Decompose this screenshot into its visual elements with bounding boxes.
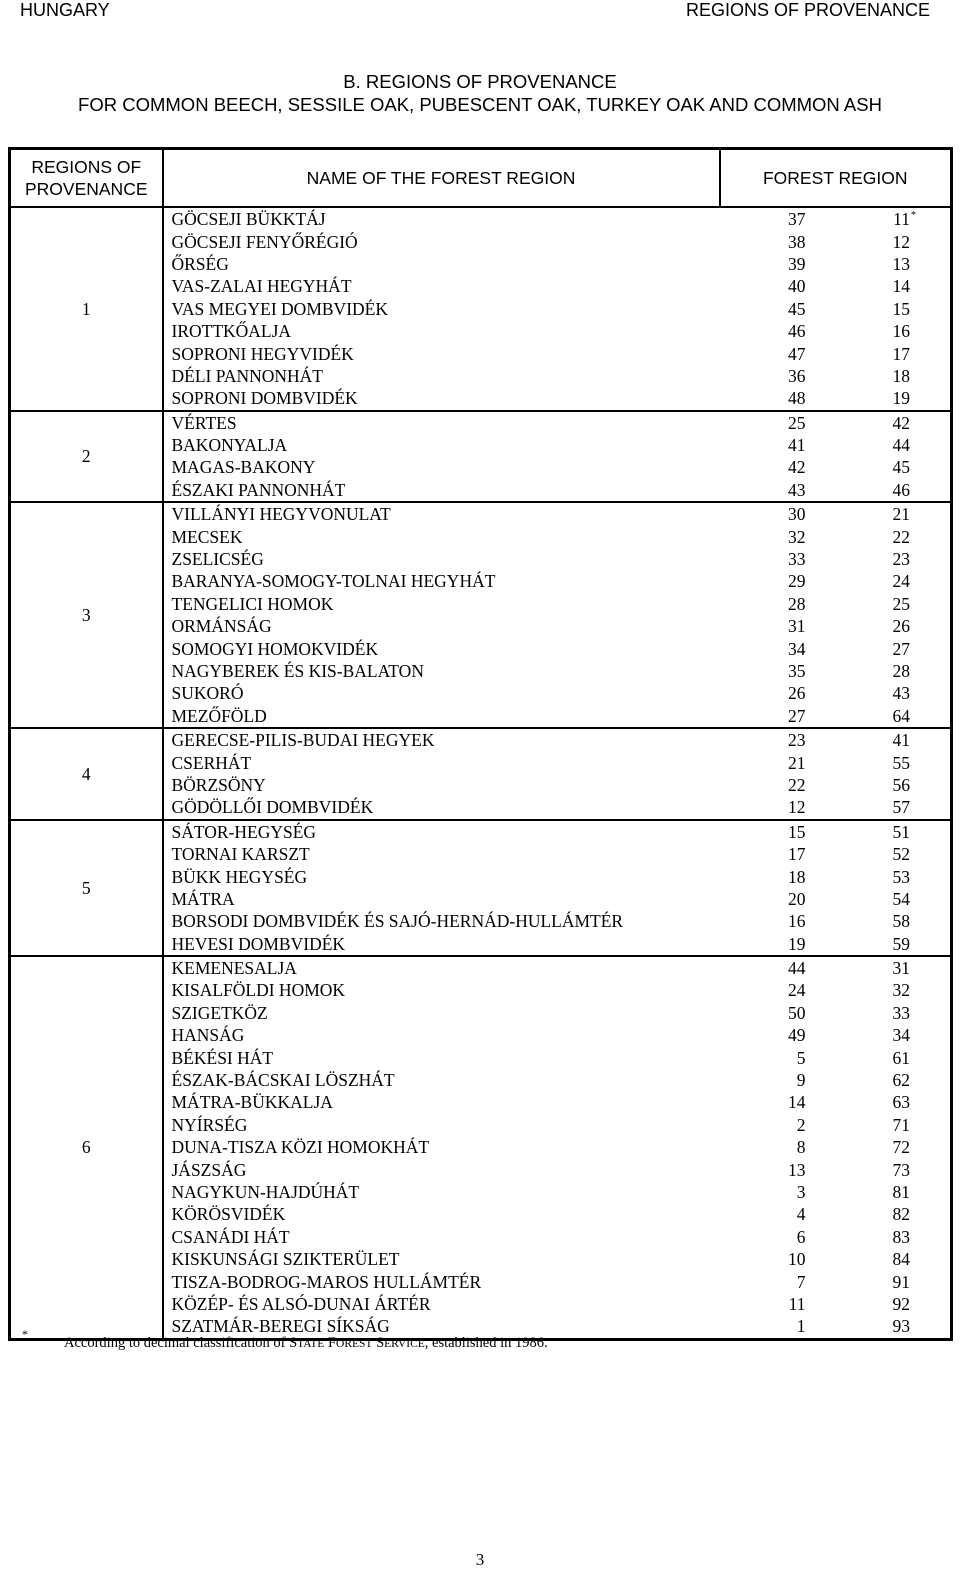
forest-region-name: VAS-ZALAI HEGYHÁT bbox=[171, 276, 352, 297]
classification-number: 8 bbox=[796, 1137, 806, 1158]
forest-region-value: 41 bbox=[892, 730, 910, 751]
classification-number: 6 bbox=[796, 1226, 806, 1247]
forest-region-value: 42 bbox=[892, 412, 910, 433]
forest-region-number bbox=[830, 979, 952, 1001]
forest-region-number bbox=[830, 253, 952, 275]
classification-number: 27 bbox=[788, 705, 806, 726]
classification-number: 14 bbox=[788, 1092, 806, 1113]
classification-number: 32 bbox=[788, 526, 806, 547]
region-number: 2 bbox=[10, 411, 163, 503]
classification-number: 50 bbox=[788, 1002, 806, 1023]
forest-region-value: 24 bbox=[892, 571, 910, 592]
forest-region-name: DUNA-TISZA KÖZI HOMOKHÁT bbox=[171, 1137, 430, 1158]
footnote-text bbox=[64, 1335, 548, 1352]
forest-region-number bbox=[830, 502, 952, 525]
header-country: HUNGARY bbox=[20, 0, 110, 20]
classification-number: 46 bbox=[788, 321, 806, 342]
forest-region-value: 16 bbox=[892, 321, 910, 342]
forest-region-name: GERECSE-PILIS-BUDAI HEGYEK bbox=[163, 728, 720, 751]
forest-region-number bbox=[830, 1091, 952, 1113]
footnote-part: OREST bbox=[336, 1338, 373, 1350]
classification-number: 31 bbox=[788, 616, 806, 637]
footnote-part: , established in 1986. bbox=[424, 1335, 548, 1351]
forest-region-number bbox=[830, 411, 952, 434]
forest-region-number bbox=[830, 365, 952, 387]
forest-region-value: 32 bbox=[892, 980, 910, 1001]
classification-number: 11 bbox=[788, 1293, 806, 1314]
forest-region-number bbox=[830, 728, 952, 751]
forest-region-number bbox=[830, 456, 952, 478]
forest-region-value: 72 bbox=[892, 1137, 910, 1158]
footnote-mark: * bbox=[22, 1327, 28, 1341]
forest-region-number bbox=[830, 910, 952, 932]
classification-number: 12 bbox=[788, 797, 806, 818]
classification-number: 48 bbox=[788, 388, 806, 409]
forest-region-number bbox=[830, 1293, 952, 1315]
forest-region-number bbox=[830, 1248, 952, 1270]
forest-region-value: 25 bbox=[892, 593, 910, 614]
forest-region-name: KISKUNSÁGI SZIKTERÜLET bbox=[171, 1249, 400, 1270]
forest-region-name: GÖCSEJI BÜKKTÁJ bbox=[163, 207, 720, 230]
forest-region-name: NAGYBEREK ÉS KIS-BALATON bbox=[171, 661, 424, 681]
forest-region-name: SOPRONI HEGYVIDÉK bbox=[171, 343, 354, 364]
forest-region-name: ZSELICSÉG bbox=[171, 549, 264, 570]
forest-region-name: MÁTRA bbox=[171, 888, 235, 909]
forest-region-value: 81 bbox=[892, 1181, 910, 1202]
forest-region-value: 19 bbox=[892, 388, 910, 409]
forest-region-number bbox=[830, 320, 952, 342]
forest-region-number bbox=[830, 774, 952, 796]
forest-region-number bbox=[830, 342, 952, 364]
forest-region-name: BARANYA-SOMOGY-TOLNAI HEGYHÁT bbox=[171, 571, 496, 592]
region-number: 3 bbox=[10, 502, 163, 728]
classification-number: 23 bbox=[720, 728, 830, 751]
header-regions-line2: PROVENANCE bbox=[24, 179, 148, 199]
classification-number: 25 bbox=[720, 411, 830, 434]
forest-region-value: 26 bbox=[892, 616, 910, 637]
forest-region-name: TISZA-BODROG-MAROS HULLÁMTÉR bbox=[171, 1271, 482, 1292]
forest-region-value: 11 bbox=[893, 209, 910, 230]
forest-region-value: 21 bbox=[892, 504, 910, 525]
classification-number: 10 bbox=[788, 1249, 806, 1270]
forest-region-number bbox=[830, 207, 952, 230]
forest-region-value: 14 bbox=[892, 276, 910, 297]
forest-region-name: VÉRTES bbox=[163, 411, 720, 434]
classification-number: 17 bbox=[788, 844, 806, 865]
forest-region-name: GÖCSEJI FENYŐRÉGIÓ bbox=[171, 231, 358, 252]
classification-number: 42 bbox=[788, 457, 806, 478]
forest-region-number bbox=[830, 637, 952, 659]
forest-region-value: 57 bbox=[892, 797, 910, 818]
forest-region-name: BÉKÉSI HÁT bbox=[171, 1047, 274, 1068]
forest-region-value: 63 bbox=[892, 1092, 910, 1113]
table-row bbox=[10, 728, 952, 751]
forest-region-value: 15 bbox=[892, 298, 910, 319]
forest-region-name: KISALFÖLDI HOMOK bbox=[171, 980, 346, 1001]
forest-region-number bbox=[830, 1002, 952, 1024]
forest-region-number bbox=[830, 548, 952, 570]
forest-region-number bbox=[830, 275, 952, 297]
forest-region-value: 52 bbox=[892, 844, 910, 865]
forest-region-name: HANSÁG bbox=[171, 1025, 245, 1046]
forest-region-value: 61 bbox=[892, 1047, 910, 1068]
forest-region-name: BAKONYALJA bbox=[171, 435, 288, 456]
footnote-part: TATE bbox=[297, 1338, 325, 1350]
classification-number: 2 bbox=[796, 1114, 806, 1135]
forest-region-number bbox=[830, 888, 952, 910]
forest-region-name: KÖRÖSVIDÉK bbox=[171, 1204, 286, 1225]
classification-number: 34 bbox=[788, 638, 806, 659]
provenance-table bbox=[8, 147, 953, 1341]
forest-region-number bbox=[830, 1315, 952, 1339]
classification-number: 5 bbox=[796, 1047, 806, 1068]
forest-region-number bbox=[830, 1024, 952, 1046]
footnote-part: S bbox=[372, 1335, 385, 1351]
classification-number: 35 bbox=[788, 661, 806, 681]
forest-region-number bbox=[830, 660, 952, 682]
forest-region-value: 93 bbox=[892, 1316, 910, 1337]
forest-region-value: 92 bbox=[892, 1293, 910, 1314]
forest-region-number bbox=[830, 1203, 952, 1225]
forest-region-value: 58 bbox=[892, 911, 910, 932]
table-row bbox=[10, 820, 952, 843]
forest-region-number bbox=[830, 682, 952, 704]
forest-region-value: 22 bbox=[892, 526, 910, 547]
forest-region-value: 18 bbox=[892, 365, 910, 386]
forest-region-name: VAS MEGYEI DOMBVIDÉK bbox=[171, 298, 388, 319]
forest-region-value: 13 bbox=[892, 253, 910, 274]
page-title bbox=[0, 70, 960, 116]
forest-region-name: ŐRSÉG bbox=[171, 253, 229, 274]
forest-region-name: CSANÁDI HÁT bbox=[171, 1226, 290, 1247]
forest-region-number bbox=[830, 705, 952, 728]
classification-number: 4 bbox=[796, 1204, 806, 1225]
header-name: NAME OF THE FOREST REGION bbox=[163, 149, 720, 208]
forest-region-name: SOMOGYI HOMOKVIDÉK bbox=[171, 638, 379, 659]
header-forest-region: FOREST REGION bbox=[720, 149, 952, 208]
forest-region-name: NAGYKUN-HAJDÚHÁT bbox=[171, 1181, 360, 1202]
classification-number: 22 bbox=[788, 774, 806, 795]
classification-number: 15 bbox=[720, 820, 830, 843]
table-row bbox=[10, 207, 952, 230]
header-section: REGIONS OF PROVENANCE bbox=[685, 0, 930, 20]
classification-number: 20 bbox=[788, 888, 806, 909]
forest-region-name: SÁTOR-HEGYSÉG bbox=[163, 820, 720, 843]
forest-region-number bbox=[830, 1181, 952, 1203]
classification-number: 41 bbox=[788, 435, 806, 456]
table-row bbox=[10, 956, 952, 979]
classification-number: 30 bbox=[720, 502, 830, 525]
forest-region-name: MECSEK bbox=[171, 526, 243, 547]
forest-region-name: SUKORÓ bbox=[171, 683, 244, 704]
title-line-2: FOR COMMON BEECH, SESSILE OAK, PUBESCENT OAK, TURKEY OAK AND COMMON ASH bbox=[78, 94, 882, 115]
header-regions bbox=[10, 149, 163, 208]
forest-region-value: 27 bbox=[892, 638, 910, 659]
forest-region-number bbox=[830, 1114, 952, 1136]
forest-region-name: SZIGETKÖZ bbox=[171, 1002, 268, 1023]
footnote-marker: * bbox=[911, 210, 916, 221]
forest-region-name: CSERHÁT bbox=[171, 752, 252, 773]
title-line-1: B. REGIONS OF PROVENANCE bbox=[343, 71, 617, 92]
forest-region-value: 83 bbox=[892, 1226, 910, 1247]
table-header-row bbox=[10, 149, 952, 208]
forest-region-value: 64 bbox=[892, 705, 910, 726]
forest-region-name: ÉSZAKI PANNONHÁT bbox=[171, 479, 346, 500]
forest-region-name: KÖZÉP- ÉS ALSÓ-DUNAI ÁRTÉR bbox=[171, 1293, 431, 1314]
forest-region-number bbox=[830, 1158, 952, 1180]
forest-region-name: KEMENESALJA bbox=[163, 956, 720, 979]
forest-region-name: JÁSZSÁG bbox=[171, 1159, 247, 1180]
classification-number: 21 bbox=[788, 752, 806, 773]
forest-region-number bbox=[830, 593, 952, 615]
classification-number: 1 bbox=[796, 1316, 806, 1337]
forest-region-name: BORSODI DOMBVIDÉK ÉS SAJÓ-HERNÁD-HULLÁMTÉR bbox=[171, 911, 624, 932]
classification-number: 47 bbox=[788, 343, 806, 364]
forest-region-name: IROTTKŐALJA bbox=[171, 321, 292, 342]
forest-region-value: 82 bbox=[892, 1204, 910, 1225]
region-number: 6 bbox=[10, 956, 163, 1339]
forest-region-value: 12 bbox=[892, 231, 910, 252]
forest-region-value: 56 bbox=[892, 774, 910, 795]
forest-region-value: 46 bbox=[892, 479, 910, 500]
forest-region-number bbox=[830, 615, 952, 637]
classification-number: 24 bbox=[788, 980, 806, 1001]
forest-region-value: 84 bbox=[892, 1249, 910, 1270]
footnote-part: F bbox=[324, 1335, 337, 1351]
classification-number: 7 bbox=[796, 1271, 806, 1292]
page-number: 3 bbox=[475, 1550, 485, 1569]
forest-region-value: 43 bbox=[892, 683, 910, 704]
classification-number: 26 bbox=[788, 683, 806, 704]
forest-region-value: 59 bbox=[892, 933, 910, 954]
forest-region-number bbox=[830, 434, 952, 456]
forest-region-number bbox=[830, 1270, 952, 1292]
forest-region-number bbox=[830, 570, 952, 592]
forest-region-value: 51 bbox=[892, 821, 910, 842]
forest-region-number bbox=[830, 479, 952, 502]
forest-region-name: MAGAS-BAKONY bbox=[171, 457, 316, 478]
forest-region-number bbox=[830, 751, 952, 773]
classification-number: 38 bbox=[788, 231, 806, 252]
forest-region-value: 91 bbox=[892, 1271, 910, 1292]
forest-region-number bbox=[830, 298, 952, 320]
forest-region-value: 62 bbox=[892, 1070, 910, 1091]
forest-region-name: HEVESI DOMBVIDÉK bbox=[171, 933, 346, 954]
forest-region-name: MÁTRA-BÜKKALJA bbox=[171, 1092, 333, 1113]
region-number: 4 bbox=[10, 728, 163, 820]
classification-number: 43 bbox=[788, 479, 806, 500]
forest-region-number bbox=[830, 843, 952, 865]
classification-number: 29 bbox=[788, 571, 806, 592]
table-body bbox=[10, 207, 952, 1339]
classification-number: 45 bbox=[788, 298, 806, 319]
forest-region-value: 53 bbox=[892, 866, 910, 887]
forest-region-value: 31 bbox=[892, 958, 910, 979]
forest-region-value: 33 bbox=[892, 1002, 910, 1023]
classification-number: 36 bbox=[788, 365, 806, 386]
classification-number: 16 bbox=[788, 911, 806, 932]
forest-region-number bbox=[830, 1136, 952, 1158]
forest-region-value: 17 bbox=[892, 343, 910, 364]
classification-number: 44 bbox=[720, 956, 830, 979]
forest-region-number bbox=[830, 865, 952, 887]
classification-number: 28 bbox=[788, 593, 806, 614]
forest-region-name: MEZŐFÖLD bbox=[171, 705, 267, 726]
forest-region-name: ORMÁNSÁG bbox=[171, 616, 272, 637]
table-row bbox=[10, 411, 952, 434]
classification-number: 40 bbox=[788, 276, 806, 297]
forest-region-name: TENGELICI HOMOK bbox=[171, 593, 334, 614]
forest-region-name: BÖRZSÖNY bbox=[171, 774, 266, 795]
forest-region-value: 34 bbox=[892, 1025, 910, 1046]
forest-region-number bbox=[830, 820, 952, 843]
forest-region-value: 54 bbox=[892, 888, 910, 909]
classification-number: 13 bbox=[788, 1159, 806, 1180]
forest-region-name: NYÍRSÉG bbox=[171, 1114, 248, 1135]
forest-region-name: DÉLI PANNONHÁT bbox=[171, 365, 324, 386]
forest-region-value: 23 bbox=[892, 549, 910, 570]
forest-region-number bbox=[830, 230, 952, 252]
header-regions-line1: REGIONS OF bbox=[31, 157, 142, 177]
forest-region-name: TORNAI KARSZT bbox=[171, 844, 310, 865]
forest-region-name: ÉSZAK-BÁCSKAI LÖSZHÁT bbox=[171, 1070, 395, 1091]
footnote-part: According to decimal classification of S bbox=[64, 1335, 298, 1351]
forest-region-name: VILLÁNYI HEGYVONULAT bbox=[163, 502, 720, 525]
forest-region-name: BÜKK HEGYSÉG bbox=[171, 866, 308, 887]
forest-region-value: 28 bbox=[892, 661, 910, 681]
classification-number: 33 bbox=[788, 549, 806, 570]
forest-region-number bbox=[830, 1226, 952, 1248]
forest-region-number bbox=[830, 956, 952, 979]
forest-region-number bbox=[830, 1046, 952, 1068]
table-row bbox=[10, 502, 952, 525]
classification-number: 19 bbox=[788, 933, 806, 954]
footnote-part: ERVICE bbox=[384, 1338, 425, 1350]
classification-number: 18 bbox=[788, 866, 806, 887]
forest-region-value: 45 bbox=[892, 457, 910, 478]
forest-region-number bbox=[830, 1069, 952, 1091]
region-number: 5 bbox=[10, 820, 163, 956]
forest-region-name: SOPRONI DOMBVIDÉK bbox=[171, 388, 358, 409]
classification-number: 9 bbox=[796, 1070, 806, 1091]
classification-number: 49 bbox=[788, 1025, 806, 1046]
forest-region-number bbox=[830, 387, 952, 410]
forest-region-number bbox=[830, 525, 952, 547]
classification-number: 39 bbox=[788, 253, 806, 274]
forest-region-value: 44 bbox=[892, 435, 910, 456]
forest-region-number bbox=[830, 796, 952, 819]
forest-region-value: 71 bbox=[892, 1114, 910, 1135]
forest-region-name: GÖDÖLLŐI DOMBVIDÉK bbox=[171, 797, 374, 818]
forest-region-name: SZATMÁR-BEREGI SÍKSÁG bbox=[171, 1316, 390, 1337]
forest-region-value: 55 bbox=[892, 752, 910, 773]
forest-region-value: 73 bbox=[892, 1159, 910, 1180]
classification-number: 3 bbox=[796, 1181, 806, 1202]
forest-region-number bbox=[830, 933, 952, 956]
classification-number: 37 bbox=[720, 207, 830, 230]
region-number: 1 bbox=[10, 207, 163, 411]
